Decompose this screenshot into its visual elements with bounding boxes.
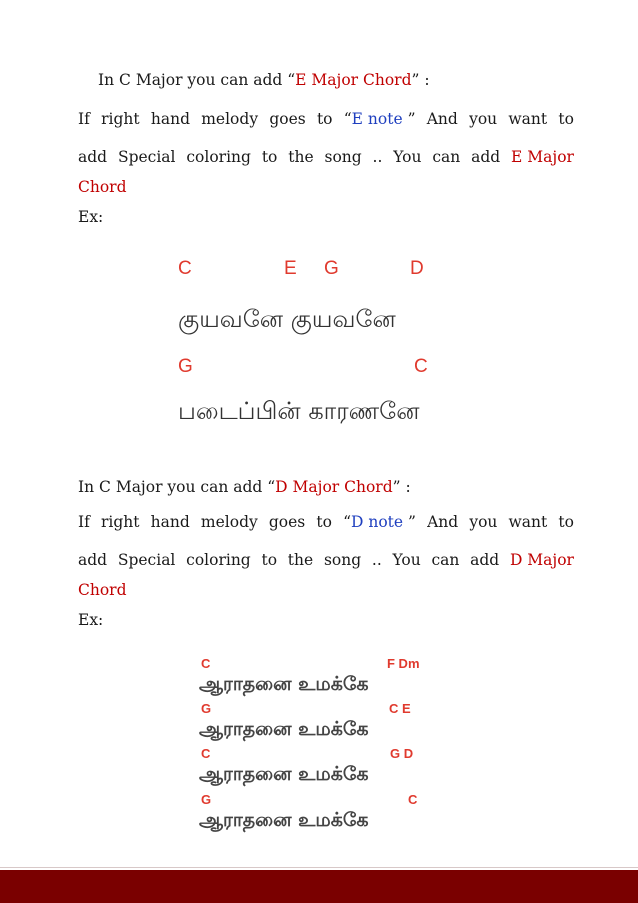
lyric-line: ஆராதனை உமக்கே: [199, 673, 369, 695]
note-name: E note: [351, 110, 403, 128]
chord-c: C: [178, 258, 192, 279]
chord-name: D Major: [509, 551, 574, 569]
word: Special: [117, 148, 176, 166]
lyric-line: ஆராதனை உமக்கே: [199, 718, 369, 740]
chord-g: G: [178, 356, 193, 377]
word: can: [432, 148, 461, 166]
word: want: [508, 513, 548, 531]
quote: “: [343, 110, 352, 128]
chord-g: G: [324, 258, 339, 279]
word: to: [558, 110, 574, 128]
example-label: Ex:: [78, 611, 104, 629]
chord-right: C E: [389, 701, 411, 716]
word: the: [288, 148, 314, 166]
chord-name: D Major Chord: [275, 478, 393, 496]
section1-intro: [98, 70, 430, 90]
word: ..: [371, 551, 382, 569]
word: add: [470, 551, 500, 569]
chord-right: G D: [390, 746, 414, 761]
chord-c: C: [414, 356, 428, 377]
quote: “: [343, 513, 352, 531]
word: want: [508, 110, 548, 128]
word: to: [558, 513, 574, 531]
word: to: [261, 148, 278, 166]
chord-e: E: [284, 258, 297, 279]
chord-left: C: [201, 656, 211, 671]
intro-text: In C Major you can add “: [78, 478, 276, 496]
chord-word: Chord: [78, 178, 127, 196]
word: coloring: [186, 148, 251, 166]
chord-left: C: [201, 746, 211, 761]
word: hand: [150, 110, 190, 128]
intro-suffix: ” :: [411, 71, 430, 89]
intro-suffix: ” :: [392, 478, 411, 496]
word: song: [323, 551, 362, 569]
word: And: [426, 110, 458, 128]
lyric-line: ஆராதனை உமக்கே: [199, 763, 369, 785]
word: You: [393, 148, 422, 166]
section2-line3: [78, 550, 574, 570]
word: If: [78, 513, 90, 531]
section2-intro: [78, 477, 411, 497]
word: to: [316, 110, 333, 128]
chord-name: E Major: [511, 148, 574, 166]
word: song: [324, 148, 362, 166]
word: right: [101, 513, 140, 531]
note-ref: [343, 512, 416, 532]
intro-text: In C Major you can add “: [98, 71, 296, 89]
word: to: [316, 513, 332, 531]
word: If: [78, 110, 90, 128]
chord-left: G: [201, 792, 212, 807]
word: You: [392, 551, 421, 569]
word: goes: [269, 110, 306, 128]
word: add: [78, 551, 108, 569]
chord-left: G: [201, 701, 212, 716]
note-name: D note: [351, 513, 404, 531]
example-label: Ex:: [78, 208, 104, 226]
chord-name: E Major Chord: [295, 71, 412, 89]
section2-line2: [78, 512, 574, 532]
word: hand: [150, 513, 190, 531]
word: And: [427, 513, 459, 531]
chord-word: Chord: [78, 581, 127, 599]
chord-d: D: [410, 258, 424, 279]
word: you: [469, 513, 498, 531]
footer-divider: [0, 867, 638, 868]
lyric-line: படைப்பின் காரணனே: [178, 397, 420, 425]
word: coloring: [186, 551, 251, 569]
quote: ”: [403, 513, 416, 531]
word: you: [469, 110, 498, 128]
footer-bar: [0, 870, 638, 903]
word: to: [261, 551, 278, 569]
quote: ”: [402, 110, 416, 128]
word: add: [78, 148, 108, 166]
chord-right: F Dm: [387, 656, 420, 671]
note-ref: [344, 109, 416, 129]
word: right: [101, 110, 140, 128]
word: melody: [201, 110, 259, 128]
word: add: [471, 148, 501, 166]
word: goes: [268, 513, 306, 531]
chord-right: C: [408, 792, 418, 807]
lyric-line: ஆராதனை உமக்கே: [199, 809, 369, 831]
lyric-line: குயவனே குயவனே: [178, 305, 396, 333]
section1-line2: [78, 109, 574, 129]
word: melody: [200, 513, 258, 531]
word: the: [287, 551, 314, 569]
word: ..: [372, 148, 383, 166]
word: can: [431, 551, 460, 569]
section1-line3: [78, 147, 574, 167]
word: Special: [117, 551, 176, 569]
